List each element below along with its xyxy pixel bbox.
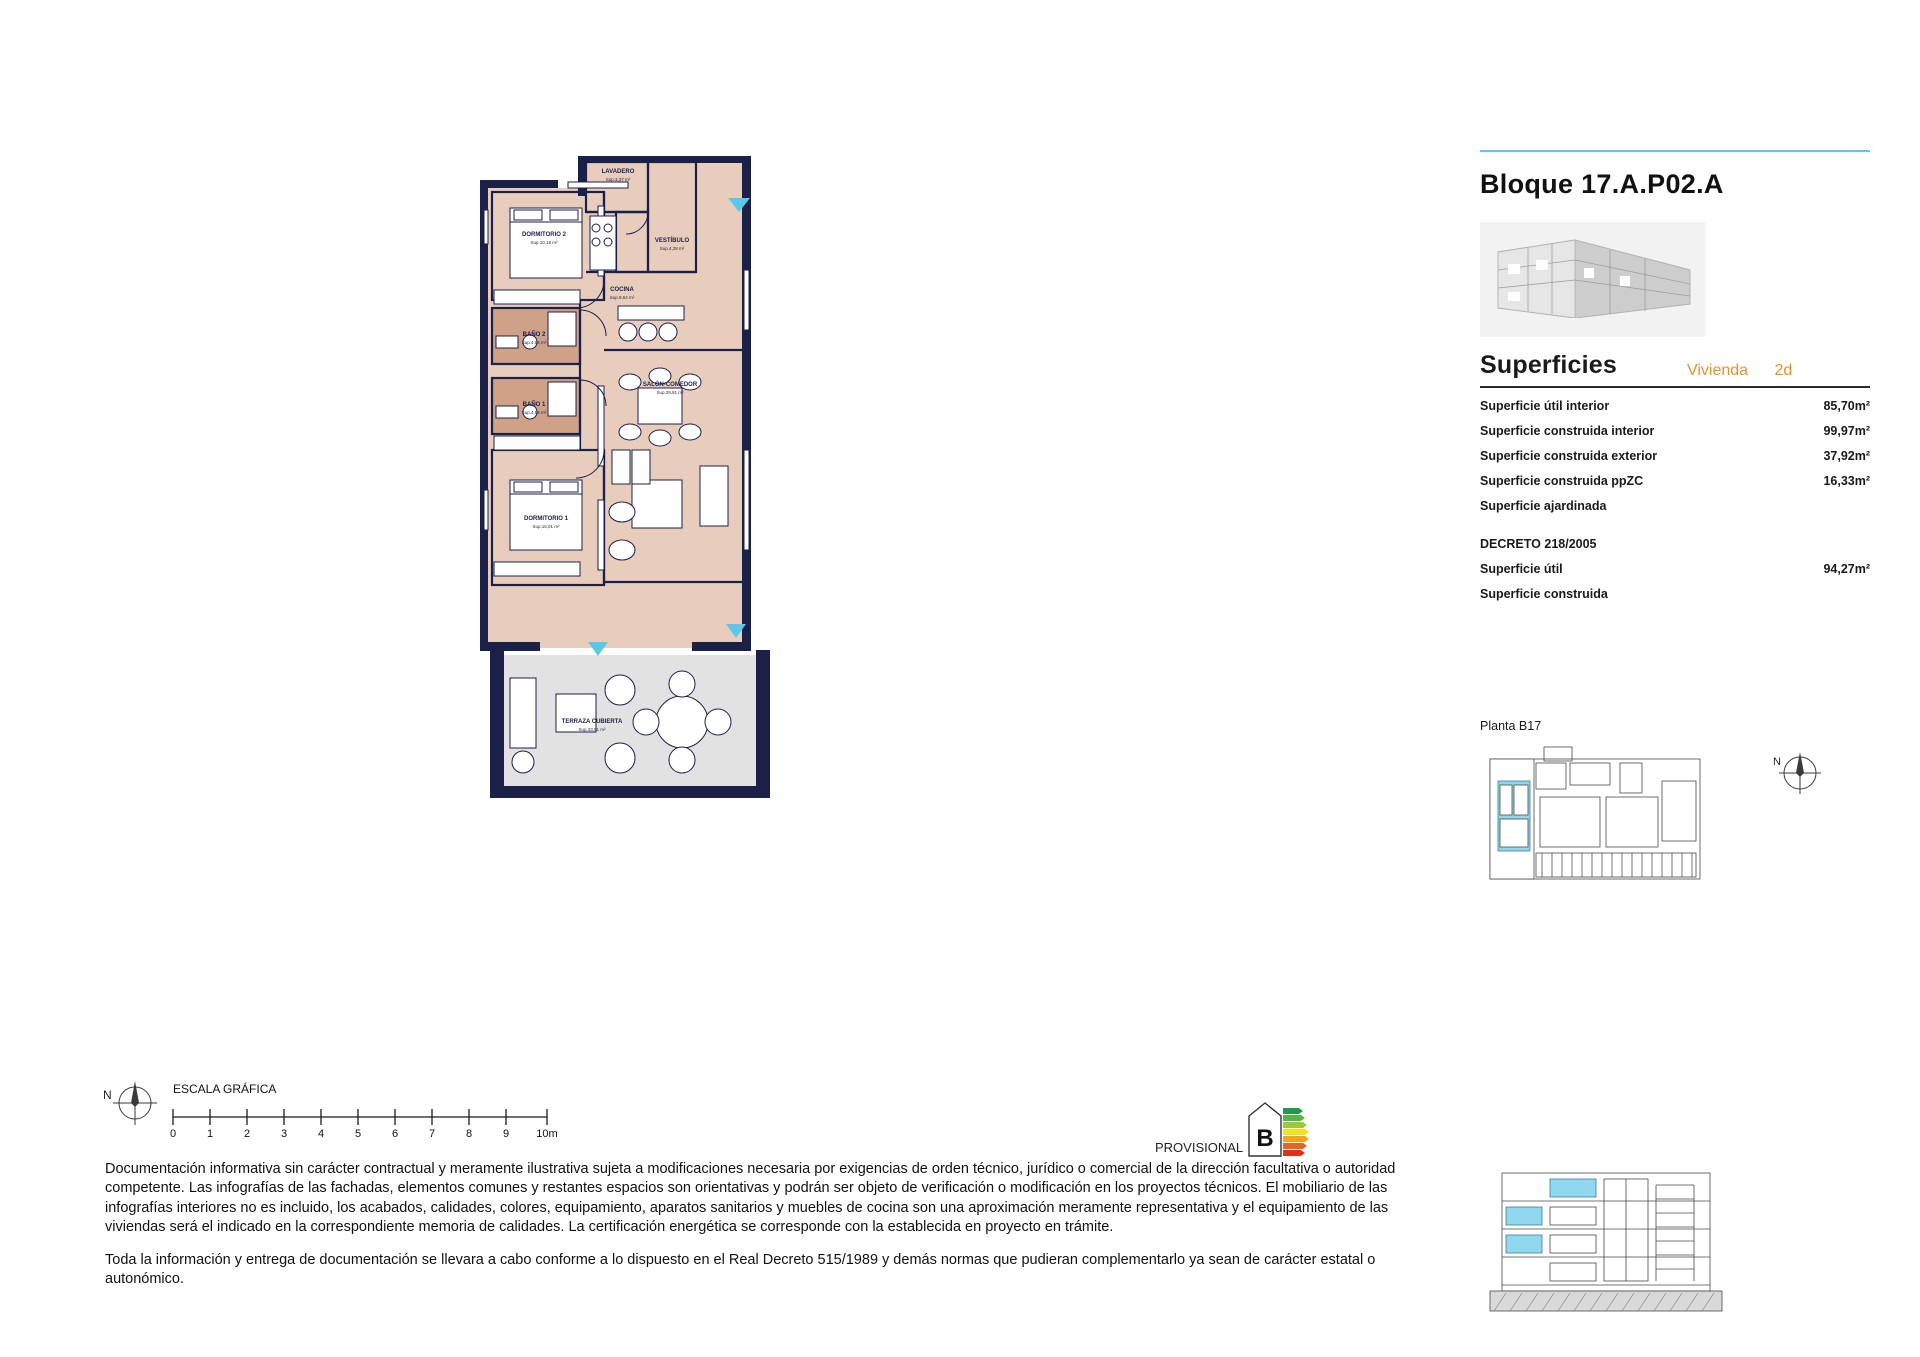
floor-plan-drawing — [470, 150, 890, 990]
surface-label: Superficie construida ppZC — [1480, 474, 1644, 488]
scale-tick: 6 — [391, 1128, 399, 1140]
scale-tick: 2 — [243, 1128, 251, 1140]
scale-tick: 9 — [502, 1128, 510, 1140]
room-area: Sup.29,91 m² — [656, 390, 684, 395]
room-area: Sup.4,94 m² — [521, 410, 547, 415]
energy-rating-letter: B — [1256, 1125, 1274, 1152]
vivienda-type: 2d — [1774, 362, 1793, 379]
room-label: LAVADERO — [601, 169, 635, 175]
room-area: Sup.4,94 m² — [521, 340, 547, 345]
surface-label: Superficie ajardinada — [1480, 499, 1607, 513]
vivienda-label: Vivienda — [1686, 362, 1749, 379]
decreto-label: DECRETO 218/2005 — [1480, 537, 1597, 551]
room-label: DORMITORIO 1 — [524, 516, 568, 522]
compass-north-label: N — [1773, 756, 1781, 768]
room-area: Sup.4,28 m² — [659, 246, 685, 251]
surface-row — [1480, 424, 1870, 438]
room-label: TERRAZA CUBIERTA — [561, 719, 623, 725]
key-plan — [1480, 741, 1870, 906]
surface-value: 94,27m² — [1823, 562, 1870, 576]
surface-label: Superficie útil — [1480, 562, 1563, 576]
info-panel — [1480, 150, 1870, 906]
vivienda-info — [1687, 362, 1792, 380]
room-area: Sup.10,18 m² — [530, 240, 558, 245]
scale-tick: 3 — [280, 1128, 288, 1140]
superficies-divider — [1480, 386, 1870, 388]
surface-label: Superficie construida interior — [1480, 424, 1655, 438]
surface-row — [1480, 499, 1870, 513]
decreto-row — [1480, 562, 1870, 576]
scale-tick: 7 — [428, 1128, 436, 1140]
superficies-header — [1480, 351, 1870, 380]
compass-north-label: N — [103, 1088, 112, 1102]
room-area: Sup.9,64 m² — [609, 295, 635, 300]
scale-title: ESCALA GRÁFICA — [173, 1082, 277, 1096]
surface-row — [1480, 474, 1870, 488]
room-label: BAÑO 1 — [522, 402, 546, 408]
room-label: BAÑO 2 — [522, 332, 546, 338]
room-label: COCINA — [610, 287, 634, 293]
surface-value: 16,33m² — [1823, 474, 1870, 488]
building-render — [1480, 222, 1705, 337]
provisional-label: PROVISIONAL — [1155, 1140, 1244, 1155]
surface-row — [1480, 399, 1870, 413]
planta-label: Planta B17 — [1480, 719, 1542, 733]
graphic-scale — [95, 1075, 655, 1150]
scale-tick: 8 — [465, 1128, 473, 1140]
page-title: Bloque 17.A.P02.A — [1480, 169, 1724, 199]
scale-tick: 1 — [206, 1128, 214, 1140]
floor-plan-svg — [470, 150, 890, 990]
surface-label: Superficie construida — [1480, 587, 1608, 601]
scale-tick: 0 — [169, 1128, 177, 1140]
legal-paragraph-2: Toda la información y entrega de documentación se llevara a cabo conforme a lo dispuesto en el Real Decreto 515/1989 y demás normas que pudieran complementarlo ya sean de carácter estatal o autonómico. — [105, 1252, 1376, 1288]
scale-tick: 10m — [536, 1128, 558, 1140]
room-area: Sup.3,37 m² — [605, 177, 631, 182]
decreto-row — [1480, 587, 1870, 601]
room-label: VESTÍBULO — [654, 238, 690, 244]
room-area: Sup.33,51 m² — [578, 727, 606, 732]
legal-disclaimer — [105, 1160, 1415, 1304]
legal-paragraph-1: Documentación informativa sin carácter contractual y meramente ilustrativa sujeta a modificaciones necesaria por exigencias de orden técnico, jurídico o comercial de la dirección facultativa o autoridad competente. Las infografías de las fachadas, elementos comunes y restantes espacios son orientativas y podrán ser objeto de verificación o modificación en los proyectos técnicos. El mobiliario de las infografías interiores no es incluido, los acabados, calidades, colores, equipamiento, aparatos sanitarios y muebles de cocina son una aproximación meramente representativa y el equipamiento de las viviendas será el indicado en la correspondiente memoria de calidades. La certificación energética se corresponde con la establecida en proyecto en trámite. — [105, 1161, 1396, 1235]
surface-value: 37,92m² — [1823, 449, 1870, 463]
scale-tick: 4 — [317, 1128, 325, 1140]
superficies-title: Superficies — [1480, 351, 1617, 379]
surface-value: 85,70m² — [1823, 399, 1870, 413]
top-divider — [1480, 150, 1870, 152]
surface-label: Superficie construida exterior — [1480, 449, 1658, 463]
surface-row — [1480, 449, 1870, 463]
room-label: SALÓN-COMEDOR — [642, 382, 698, 388]
surface-value: 99,97m² — [1823, 424, 1870, 438]
scale-tick: 5 — [354, 1128, 362, 1140]
energy-rating-badge — [1245, 1100, 1311, 1160]
room-label: DORMITORIO 2 — [522, 232, 566, 238]
surface-label: Superficie útil interior — [1480, 399, 1610, 413]
room-area: Sup.15,01 m² — [532, 524, 560, 529]
building-section — [1480, 1165, 1780, 1325]
